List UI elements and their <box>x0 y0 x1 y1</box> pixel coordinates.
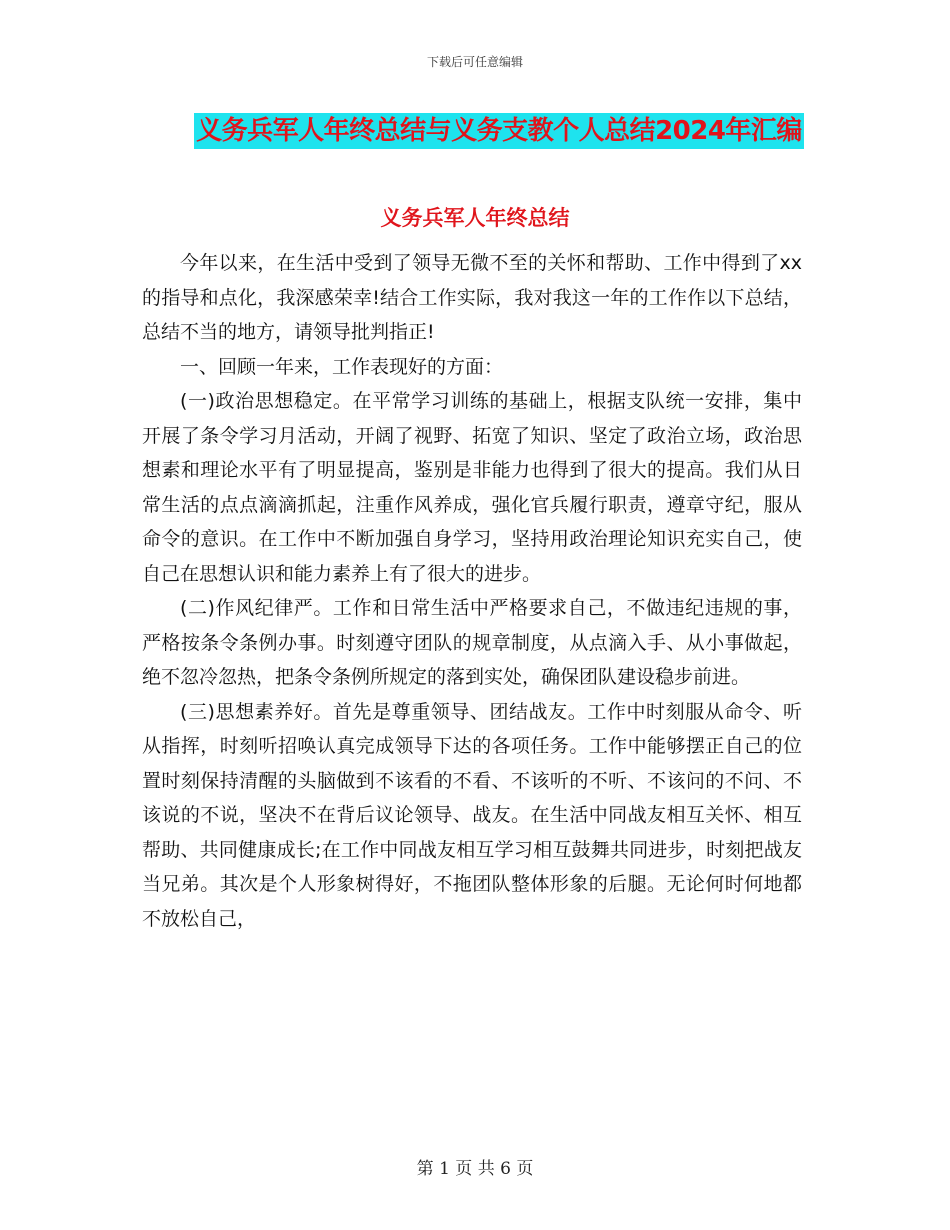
section-title: 义务兵军人年终总结 <box>380 206 570 230</box>
header-note: 下载后可任意编辑 <box>426 55 523 69</box>
paragraph: (一)政治思想稳定。在平常学习训练的基础上，根据支队统一安排，集中开展了条令学习月活动，开阔了视野、拓宽了知识、坚定了政治立场，政治思想素和理论水平有了明显提高，鉴别是非能力也得到了很大的提高。我们从日常生活的点点滴滴抓起，注重作风养成，强化官兵履行职责，遵章守纪，服从命令的意识。在工作中不断加强自身学习，坚持用政治理论知识充实自己，使自己在思想认识和能力素养上有了很大的进步。 <box>142 390 802 585</box>
paragraph: 今年以来，在生活中受到了领导无微不至的关怀和帮助、工作中得到了xx的指导和点化，我深感荣幸!结合工作实际，我对我这一年的工作作以下总结，总结不当的地方，请领导批判指正! <box>142 252 802 343</box>
document-title-container <box>0 113 950 149</box>
paragraph: 一、回顾一年来，工作表现好的方面： <box>180 355 504 378</box>
paragraph: (三)思想素养好。首先是尊重领导、团结战友。工作中时刻服从命令、听从指挥，时刻听招唤认真完成领导下达的各项任务。工作中能够摆正自己的位置时刻保持清醒的头脑做到不该看的不看、不该听的不听、不该问的不问、不该说的不说，坚决不在背后议论领导、战友。在生活中同战友相互关怀、相互帮助、共同健康成长;在工作中同战友相互学习相互鼓舞共同进步，时刻把战友当兄弟。其次是个人形象树得好，不拖团队整体形象的后腿。无论何时何地都不放松自己， <box>142 700 802 930</box>
page-indicator: 第 1 页 共 6 页 <box>416 1159 534 1179</box>
document-body <box>142 246 802 936</box>
paragraph: (二)作风纪律严。工作和日常生活中严格要求自己，不做违纪违规的事，严格按条令条例办事。时刻遵守团队的规章制度，从点滴入手、从小事做起，绝不忽冷忽热，把条令条例所规定的落到实处，确保团队建设稳步前进。 <box>142 597 802 688</box>
document-title: 义务兵军人年终总结与义务支教个人总结2024年汇编 <box>194 113 804 149</box>
